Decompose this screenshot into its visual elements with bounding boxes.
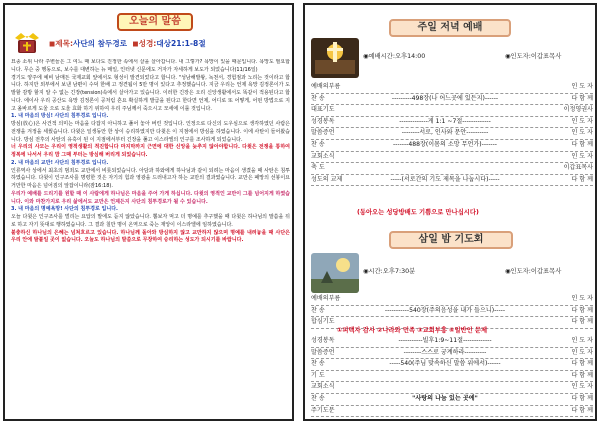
prayer-photo-icon bbox=[311, 253, 359, 293]
order-row bbox=[311, 163, 593, 175]
evening-note: (동아오는 성당방배도 기쁨으로 만나십시다) bbox=[357, 209, 479, 216]
order-item: 교회소식 bbox=[311, 383, 335, 391]
prayer-meeting-header: 삼일 밤 기도회 bbox=[389, 231, 513, 249]
order-item: 성경봉독 bbox=[311, 337, 335, 344]
order-row bbox=[311, 382, 593, 394]
order-person: 인 도 자 bbox=[571, 337, 593, 344]
point2-body: 인류역사 상에서 최초의 범죄도 교만에서 비롯되었습니다. 아담과 하와에게 하나님과 같이 되려는 마음이 생겼을 때 사탄은 침투하였습니다. 다윗이 인구조사를 명령한 것은 자기의 힘과 영광을 드러내고자 하는 교만의 결과였습니다. 교만은 패망의 선봉이요 거만한 마음은 넘어짐의 앞잡이니라(잠16:18). bbox=[11, 167, 290, 189]
order-detail: -----------540장(주의음성을 내가 들으니)----- bbox=[384, 306, 506, 314]
order-person: 인 도 자 bbox=[571, 295, 593, 302]
prayer-order-list bbox=[311, 294, 593, 329]
order-row bbox=[311, 359, 593, 371]
order-item: 성경봉독 bbox=[311, 117, 335, 125]
order-row bbox=[311, 406, 593, 418]
order-item: 찬 송 bbox=[311, 140, 325, 148]
order-person: 이갑표목사 bbox=[563, 164, 593, 172]
order-item: 찬 송 bbox=[311, 394, 325, 402]
evening-service-header: 주일 저녁 예배 bbox=[389, 19, 511, 37]
order-person: 다 함 께 bbox=[571, 94, 593, 102]
sermon-title-line bbox=[49, 38, 291, 52]
order-person: 다 함 께 bbox=[571, 371, 593, 379]
order-detail bbox=[355, 294, 535, 305]
order-detail: -----(서로간의 기도 제목을 나눕시다)----- bbox=[390, 175, 500, 183]
paragraph: 경기도 양주에 예비 남매든 국제교회 앞에서도 형성이 발견되었다고 합니다. "성남해발왕, 녹천서, 경험점과 노리는 것이라고 합니다. 하지만 외부에서 보낸 남편이 수덕 한배 고 정견됨이 5만 명이 있다고 추정했습니다. 지금 우리는 언제 욕망 김정론이가 도발할 감방 할지 알 수 없는 긴장(tension)속에서 살아가고 있습니다. 이러한 긴장은 오리 신앙생활에서도 똑같이 적용된다고 합니다. 에이사 우리 공산도 욕망 김정론이 공처럼 흔요 확실하게 발급을 된다고 한다면 언제, 어디로 또 어떻게, 어떤 방법으로 지고 올바르게 도울 으로 도울 효화 하기 위하여 우리 주님께서 죽으시고 모세에 이룰 것입니다. bbox=[11, 74, 290, 112]
order-person: 인 도 자 bbox=[571, 348, 593, 356]
order-person: 인 도 자 bbox=[571, 383, 593, 391]
order-detail: -----------빌후1:9~11절------------- bbox=[398, 337, 492, 344]
scripture-label: ◼성경: bbox=[132, 39, 157, 48]
church-photo-icon bbox=[311, 38, 359, 78]
worship-panel bbox=[303, 3, 597, 421]
order-person: 다 함 께 bbox=[571, 406, 593, 414]
order-item: 예배의부름 bbox=[311, 295, 341, 302]
point3-heading: 3. 내 마음의 명예욕망! 사단의 침투경로 입니다. bbox=[11, 206, 118, 213]
title-label: ◼제목: bbox=[49, 39, 74, 48]
order-item: 말씀증언 bbox=[311, 348, 335, 356]
order-item: 교회소식 bbox=[311, 152, 335, 160]
prayer-order-list-2 bbox=[311, 336, 593, 417]
sermon-body bbox=[11, 59, 290, 419]
order-person: 다 함 께 bbox=[571, 394, 593, 402]
evening-order-list bbox=[311, 82, 593, 186]
evening-leader: ◉인도자:이갑표목사 bbox=[505, 53, 562, 60]
order-item: 예배의부름 bbox=[311, 83, 341, 90]
order-detail: --------스스로 궁계하라---------- bbox=[403, 348, 487, 356]
sermon-title: 사단의 참두경로 bbox=[73, 39, 128, 48]
order-item: 축 도 bbox=[311, 164, 325, 172]
order-person: 인 도 자 bbox=[571, 129, 593, 137]
order-item: 대표기도 bbox=[311, 106, 335, 114]
order-detail bbox=[355, 105, 535, 116]
point1-heading: 1. 내 마음의 방심! 사단의 침투경로 입니다. bbox=[11, 113, 109, 120]
order-detail bbox=[355, 371, 535, 382]
order-person: 다 함 께 bbox=[571, 140, 593, 148]
order-person: 다 함 께 bbox=[571, 175, 593, 183]
prayer-time: ◉시간:오후7:30분 bbox=[363, 268, 416, 275]
closing-paragraph: 불충하신 하나님의 은혜는 넘쳐흐르고 있습니다. 하나님께 돌아와 방심하지 않고 교만하지 않으며 명예를 내려놓을 때 사단은 우리 안에 발붙일 곳이 없습니다. 오늘도 하나님의 말씀으로 무장하여 승리하는 성도가 되시기를 바랍니다. bbox=[11, 229, 290, 244]
order-row bbox=[311, 175, 593, 187]
order-person: 이정영권사 bbox=[563, 106, 593, 114]
order-row bbox=[311, 294, 593, 306]
order-row bbox=[311, 306, 593, 318]
point3-body: 오늘 다윗은 인구조사를 벌리는 요압의 말에도 듣지 않았습니다. 뽑보자 먹고 더 명예를 추구했을 때 다윗은 하나님의 말씀을 뒤로 하고 자기 뜻대로 행하였습니다. 그 결과 칠만 명이 온역으로 죽는 재앙이 이스라엘에 임하였습니다. bbox=[11, 214, 290, 228]
order-item: 합심기도 bbox=[311, 318, 335, 326]
bible-cross-icon bbox=[13, 31, 41, 55]
sermon-panel bbox=[3, 3, 294, 421]
order-row bbox=[311, 117, 593, 129]
order-item: 찬 송 bbox=[311, 94, 325, 102]
order-person: 인 도 자 bbox=[571, 117, 593, 125]
evening-time: ◉예배시간:오후14:00 bbox=[363, 53, 426, 60]
point1-body: 방심(放心)은 사건적 의미는 마음을 다잡지 아니하고 풀어 놓아 버린 것입니다. 인정으로 다신의 도우심으로 생각하였던 사람은 전쟁을 겨정을 세웠습니다. 다윗은 일생동안 한 상이 승리하였지만 다윗은 이 지점에서 방심을 하였습니다. 이에 사탄이 들어왔습니다. 방심 전후의 사탄의 유혹이 된 이 지점에서부터 긴장을 풀고 이스라엘의 인구를 조사하게 되었습니다. bbox=[11, 121, 290, 143]
sermon-scripture: 대상21:1-8절 bbox=[156, 39, 206, 48]
order-detail bbox=[355, 152, 535, 163]
paragraph: 묘종 소위 나라 주변들은 그 여느 때 보다도 진정한 속에서 살을 살아갑니다. 내 그렇가? 욕망이 있을 때문입니다. 욕망도 필요합니다. 무슨 중 행동으로, 보수를 대변하는 뉴 매일, 인터넷 신문에도 거자가 자세하게 보도가 되었습니다(11/16일) bbox=[11, 59, 290, 73]
order-detail bbox=[355, 163, 535, 174]
order-row bbox=[311, 140, 593, 152]
prayer-topics: ①피택자 감사 ②나라와 민족 ③교회부흥 ④일반인 문제 bbox=[337, 327, 488, 334]
order-person: 인 도 자 bbox=[571, 83, 593, 90]
point2-emphasis: 우리가 예배를 드리기를 원할 때 이 사람에게 하나님은 마음을 주어 가게 하십니다. 다윗의 영적인 교만이 그를 넘어지게 하였습니다. 이와 마찬가지로 우리 삶에서도 교만은 언제든지 사단의 침투경로가 될 수 있습니다. bbox=[11, 190, 290, 205]
order-item: 말씀증언 bbox=[311, 129, 335, 137]
point1-quote: 너 우리의 사모는 우리이 영적생활의 적진합니다 마지막까지 근면에 대한 신앙을 늦추지 않아야합니다. 다윗은 전쟁을 통하여 정복에 나서서 우리 맘 그때 부터는 방심해 버리게 되었습니다. bbox=[11, 144, 290, 158]
order-detail: -----540(주님 맞속하신 말씀 위에서)------ bbox=[389, 360, 501, 368]
order-person: 다 함 께 bbox=[571, 360, 593, 368]
order-row bbox=[311, 94, 593, 106]
order-row bbox=[311, 128, 593, 140]
order-detail bbox=[355, 382, 535, 393]
order-detail: --------서로, 인사와 문안---------- bbox=[401, 129, 489, 137]
order-detail: ---------498장(나 어느곳에 있든지)------ bbox=[391, 94, 499, 102]
order-row bbox=[311, 336, 593, 348]
order-person: 다 함 께 bbox=[571, 306, 593, 314]
order-item: 성도의 교제 bbox=[311, 175, 343, 183]
order-person: 인 도 자 bbox=[571, 152, 593, 160]
point2-heading: 2. 내 마음의 교만! 사단의 침투경로 입니다. bbox=[11, 159, 109, 166]
order-item: 찬 송 bbox=[311, 306, 325, 314]
order-detail bbox=[355, 406, 535, 417]
order-row bbox=[311, 348, 593, 360]
sermon-header: 오늘의 말씀 bbox=[117, 13, 193, 31]
order-row bbox=[311, 394, 593, 406]
order-item: 주기도문 bbox=[311, 406, 335, 414]
order-item: 기 도 bbox=[311, 371, 325, 379]
order-item: 찬 송 bbox=[311, 360, 325, 368]
order-detail: -------------게 1:1 ~7절------------- bbox=[399, 117, 491, 125]
order-row bbox=[311, 371, 593, 383]
order-person: 다 함 께 bbox=[571, 318, 593, 326]
order-detail bbox=[355, 82, 535, 93]
order-detail: -------488장(이몸의 소망 무언가)------- bbox=[392, 140, 498, 148]
order-row bbox=[311, 105, 593, 117]
prayer-leader: ◉인도자:이갑표목사 bbox=[505, 268, 562, 275]
order-detail: "사랑의 나눔 있는 곳에" bbox=[412, 394, 478, 402]
order-row bbox=[311, 82, 593, 94]
order-row bbox=[311, 152, 593, 164]
